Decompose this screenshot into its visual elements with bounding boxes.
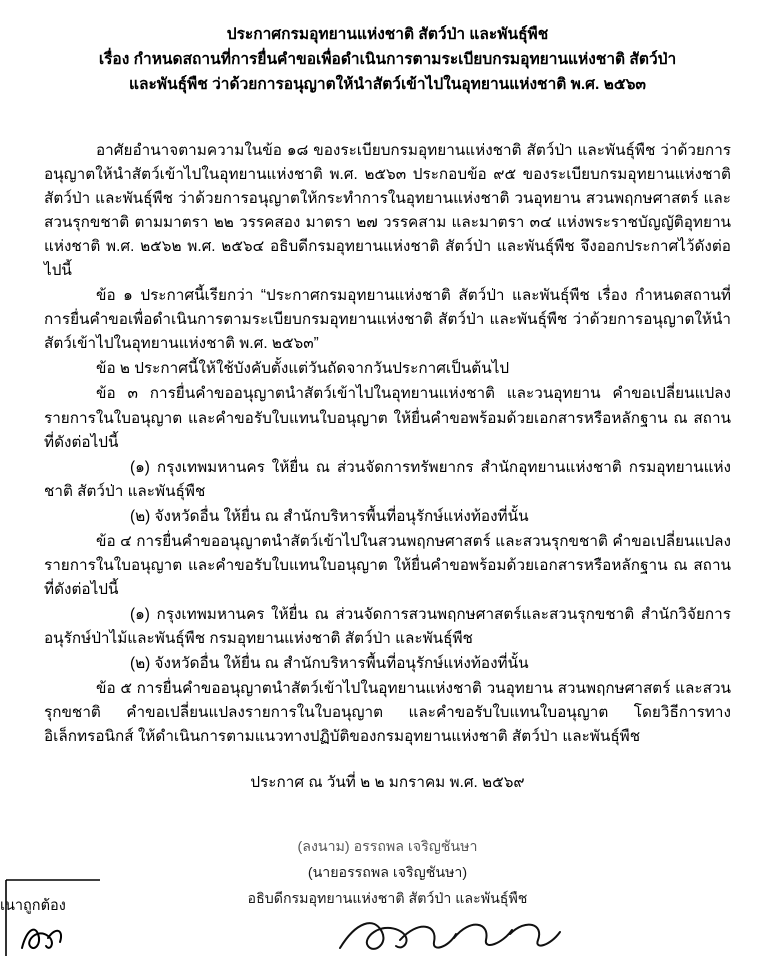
paragraph-clause-1: ข้อ ๑ ประกาศนี้เรียกว่า “ประกาศกรมอุทยานแห่งชาติ สัตว์ป่า และพันธุ์พืช เรื่อง กำหนดสถานที่การยื่นคำขอเพื่อดำเนินการตามระเบียบกรมอุทยานแห่งชาติ สัตว์ป่า และพันธุ์พืช ว่าด้วยการอนุญาตให้นำสัตว์เข้าไปในอุทยานแห่งชาติ พ.ศ. ๒๕๖๓” [44,287,731,353]
paragraph-clause-5: ข้อ ๕ การยื่นคำขออนุญาตนำสัตว์เข้าไปในอุทยานแห่งชาติ วนอุทยาน สวนพฤกษศาสตร์ และสวนรุกขชาติ คำขอเปลี่ยนแปลงรายการในใบอนุญาต และคำขอรับใบแทนใบอนุญาต โดยวิธีการทางอิเล็กทรอนิกส์ ให้ดำเนินการตามแนวทางปฏิบัติของกรมอุทยานแห่งชาติ สัตว์ป่า และพันธุ์พืช [44,679,731,745]
certified-copy-text: เนาถูกต้อง [0,898,66,914]
paragraph-clause-3-item-1: (๑) กรุงเทพมหานคร ให้ยื่น ณ ส่วนจัดการทรัพยากร สำนักอุทยานแห่งชาติ กรมอุทยานแห่งชาติ สัตว์ป่า และพันธุ์พืช [44,458,731,500]
paragraph-clause-3: ข้อ ๓ การยื่นคำขออนุญาตนำสัตว์เข้าไปในอุทยานแห่งชาติ และวนอุทยาน คำขอเปลี่ยนแปลงรายการในใบอนุญาต และคำขอรับใบแทนใบอนุญาต ให้ยื่นคำขอพร้อมด้วยเอกสารหรือหลักฐาน ณ สถานที่ดังต่อไปนี้ [44,385,731,451]
stamp-signature-icon [4,872,144,958]
document-header [44,18,731,97]
paragraph-clause-4-item-1: (๑) กรุงเทพมหานคร ให้ยื่น ณ ส่วนจัดการสวนพฤกษศาสตร์และสวนรุกขชาติ สำนักวิจัยการอนุรักษ์ป่าไม้และพันธุ์พืช กรมอุทยานแห่งชาติ สัตว์ป่า และพันธุ์พืช [44,605,731,647]
handwritten-signature-icon [330,904,570,964]
paragraph-preamble: อาศัยอำนาจตามความในข้อ ๑๘ ของระเบียบกรมอุทยานแห่งชาติ สัตว์ป่า และพันธุ์พืช ว่าด้วยการอนุญาตให้นำสัตว์เข้าไปในอุทยานแห่งชาติ พ.ศ. ๒๕๖๓ ประกอบข้อ ๙๕ ของระเบียบกรมอุทยานแห่งชาติ สัตว์ป่า และพันธุ์พืช ว่าด้วยการอนุญาตให้กระทำการในอุทยานแห่งชาติ วนอุทยาน สวนพฤกษศาสตร์ และสวนรุกขชาติ ตามมาตรา ๒๒ วรรคสอง มาตรา ๒๗ วรรคสาม และมาตรา ๓๔ แห่งพระราชบัญญัติอุทยานแห่งชาติ พ.ศ. ๒๕๖๒ พ.ศ. ๒๕๖๔ อธิบดีกรมอุทยานแห่งชาติ สัตว์ป่า และพันธุ์พืช จึงออกประกาศไว้ดังต่อไปนี้ [44,142,731,280]
header-line-2: เรื่อง กำหนดสถานที่การยื่นคำขอเพื่อดำเนินการตามระเบียบกรมอุทยานแห่งชาติ สัตว์ป่า [98,51,677,69]
document-body [44,139,731,748]
header-line-1: ประกาศกรมอุทยานแห่งชาติ สัตว์ป่า และพันธุ์พืช [226,26,549,43]
signature-title: อธิบดีกรมอุทยานแห่งชาติ สัตว์ป่า และพันธุ์พืช [247,891,528,908]
certified-copy-stamp [0,872,150,958]
paragraph-clause-3-item-2: (๒) จังหวัดอื่น ให้ยื่น ณ สำนักบริหารพื้นที่อนุรักษ์แห่งท้องที่นั้น [130,507,529,525]
closing-date: ประกาศ ณ วันที่ ๒ ๒ มกราคม พ.ศ. ๒๕๖๙ [250,773,525,791]
paragraph-clause-4: ข้อ ๔ การยื่นคำขออนุญาตนำสัตว์เข้าไปในสวนพฤกษศาสตร์ และสวนรุกขชาติ คำขอเปลี่ยนแปลงรายการในใบอนุญาต และคำขอรับใบแทนใบอนุญาต ให้ยื่นคำขอพร้อมด้วยเอกสารหรือหลักฐาน ณ สถานที่ดังต่อไปนี้ [44,532,731,598]
header-line-3: และพันธุ์พืช ว่าด้วยการอนุญาตให้นำสัตว์เข้าไปในอุทยานแห่งชาติ พ.ศ. ๒๕๖๓ [128,76,647,94]
signature-name: (นายอรรถพล เจริญชันษา) [307,864,468,881]
signature-signed-line: (ลงนาม) อรรถพล เจริญชันษา [297,838,478,855]
paragraph-clause-4-item-2: (๒) จังหวัดอื่น ให้ยื่น ณ สำนักบริหารพื้นที่อนุรักษ์แห่งท้องที่นั้น [130,654,529,672]
paragraph-clause-2: ข้อ ๒ ประกาศนี้ให้ใช้บังคับตั้งแต่วันถัดจากวันประกาศเป็นต้นไป [96,360,510,378]
